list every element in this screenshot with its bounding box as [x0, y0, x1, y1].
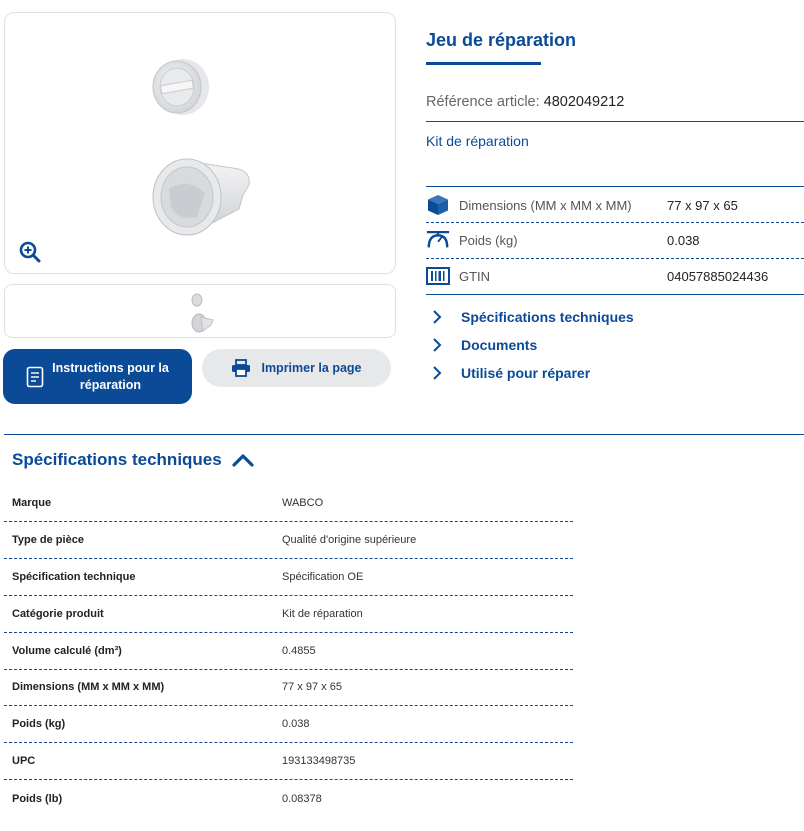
spec-key: Type de pièce — [12, 534, 84, 546]
spec-row — [4, 706, 573, 743]
spec-row — [4, 522, 573, 559]
spec-key: UPC — [12, 755, 36, 767]
attribute-row-dimensions — [426, 187, 804, 223]
spec-value: Spécification OE — [282, 571, 364, 583]
section-divider — [4, 434, 804, 435]
link-label: Utilisé pour réparer — [461, 365, 591, 381]
chevron-right-icon — [432, 366, 448, 380]
product-image-part-housing — [147, 151, 257, 246]
spec-key: Volume calculé (dm³) — [12, 645, 122, 657]
product-thumbnail[interactable] — [185, 291, 217, 335]
specs-section-toggle[interactable] — [12, 450, 254, 470]
spec-key: Dimensions (MM x MM x MM) — [12, 681, 165, 693]
print-page-label: Imprimer la page — [261, 361, 362, 375]
spec-value: 193133498735 — [282, 755, 356, 767]
print-page-button[interactable] — [202, 349, 391, 387]
document-icon — [26, 366, 44, 388]
attribute-row-weight — [426, 222, 804, 258]
spec-row — [4, 559, 573, 596]
article-reference — [426, 94, 624, 110]
chevron-right-icon — [432, 310, 448, 324]
attributes-bottom-divider — [426, 294, 804, 295]
spec-value: 0.4855 — [282, 645, 316, 657]
link-documents[interactable] — [432, 335, 537, 355]
spec-row — [4, 780, 573, 817]
product-image-viewer[interactable] — [4, 12, 396, 274]
chevron-right-icon — [432, 338, 448, 352]
link-label: Documents — [461, 337, 538, 353]
link-label: Spécifications techniques — [461, 309, 634, 325]
spec-key: Poids (lb) — [12, 792, 63, 805]
attribute-value: 04057885024436 — [667, 268, 769, 284]
spec-value: 0.08378 — [282, 792, 322, 805]
spec-value: WABCO — [282, 497, 324, 509]
repair-instructions-label: Instructions pour la réparation — [52, 360, 169, 392]
product-image-part-cap — [149, 57, 211, 119]
spec-value: Qualité d'origine supérieure — [282, 534, 417, 546]
spec-row — [4, 633, 573, 670]
link-used-to-repair[interactable] — [432, 363, 590, 383]
spec-key: Poids (kg) — [12, 718, 66, 730]
attribute-name: Poids (kg) — [459, 232, 518, 248]
spec-row — [4, 669, 573, 706]
attribute-value: 77 x 97 x 65 — [667, 197, 738, 213]
spec-row — [4, 596, 573, 633]
product-subtitle: Kit de réparation — [426, 133, 529, 149]
spec-row — [4, 743, 573, 780]
spec-key: Spécification technique — [12, 571, 136, 583]
spec-key: Marque — [12, 497, 52, 509]
attribute-value: 0.038 — [667, 232, 700, 248]
divider — [426, 121, 804, 122]
article-reference-label: Référence article: — [426, 94, 540, 110]
chevron-up-icon — [232, 453, 254, 467]
link-technical-specs[interactable] — [432, 307, 634, 327]
scale-icon — [426, 229, 450, 251]
spec-row — [4, 485, 573, 522]
attribute-row-gtin — [426, 258, 804, 294]
product-title: Jeu de réparation — [426, 30, 577, 50]
spec-value: 0.038 — [282, 718, 310, 730]
printer-icon — [231, 359, 251, 377]
attribute-name: Dimensions (MM x MM x MM) — [459, 197, 632, 213]
spec-key: Catégorie produit — [12, 608, 104, 620]
zoom-icon[interactable] — [19, 241, 41, 263]
specs-section-title: Spécifications techniques — [12, 450, 222, 469]
repair-instructions-button[interactable] — [3, 349, 192, 404]
article-reference-value: 4802049212 — [543, 94, 625, 110]
box-icon — [426, 194, 450, 216]
barcode-icon — [426, 265, 450, 287]
spec-value: 77 x 97 x 65 — [282, 681, 342, 693]
attribute-name: GTIN — [459, 268, 491, 284]
spec-value: Kit de réparation — [282, 608, 363, 620]
thumbnail-strip — [4, 284, 396, 338]
title-underline — [426, 62, 541, 65]
